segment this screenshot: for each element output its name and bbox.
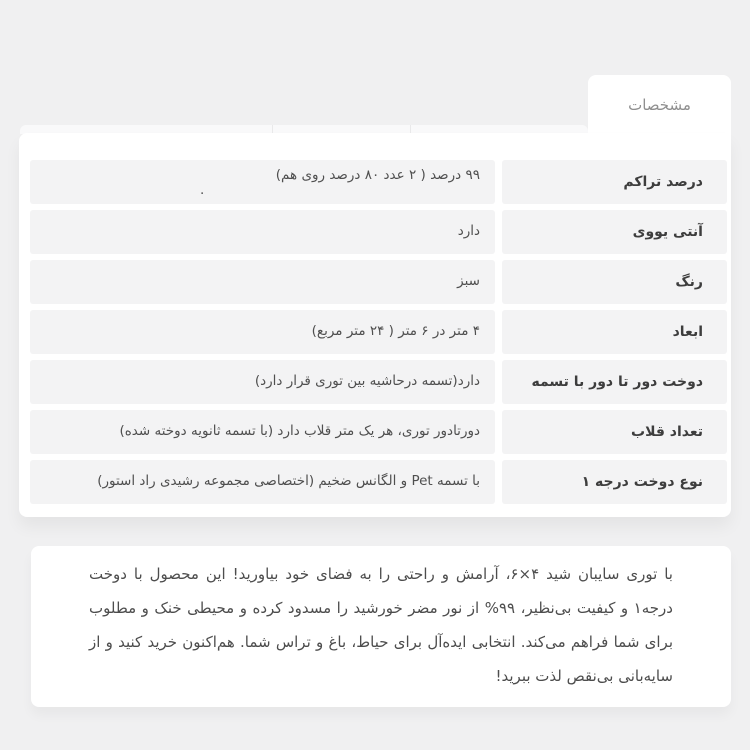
spec-value [30, 260, 495, 304]
spec-label: درصد تراکم [502, 160, 727, 204]
spec-value [30, 310, 495, 354]
spec-value [30, 360, 495, 404]
spec-value [30, 210, 495, 254]
spec-label: نوع دوخت درجه ۱ [502, 460, 727, 504]
tab-specifications-label: مشخصات [628, 95, 691, 114]
description-card [31, 546, 731, 707]
spec-value-text: ۹۹ درصد ( ۲ عدد ۸۰ درصد روی هم) [275, 166, 480, 183]
tab-specifications[interactable] [588, 75, 731, 134]
spec-value [30, 160, 495, 204]
spec-value [30, 410, 495, 454]
description-text: با توری سایبان شید ۴×۶، آرامش و راحتی را به فضای خود بیاورید! این محصول با دوخت درجه۱ و کیفیت بی‌نظیر، ۹۹% از نور مضر خورشید را مسدود کرده و محیطی خنک و مطلوب برای شما فراهم می‌کند. انتخابی ایده‌آل برای حیاط، باغ و تراس شما. هم‌اکنون خرید کنید و از سایه‌بانی بی‌نقص لذت ببرید! [89, 565, 673, 685]
spec-value-text: سبز [457, 273, 480, 290]
spec-label: رنگ [502, 260, 727, 304]
spec-value-text: دارد(تسمه درحاشیه بین توری قرار دارد) [254, 373, 480, 390]
spec-value-text: دورتادور توری، هر یک متر قلاب دارد (با تسمه ثانویه دوخته شده) [119, 423, 480, 440]
spec-value-text: ۴ متر در ۶ متر ( ۲۴ متر مربع) [311, 323, 480, 340]
spec-label: ابعاد [502, 310, 727, 354]
spec-value [30, 460, 495, 504]
spec-label: دوخت دور تا دور با تسمه [502, 360, 727, 404]
spec-value-extra: . [200, 182, 205, 199]
spec-table [19, 133, 731, 504]
spec-value-text: با تسمه Pet و الگانس ضخیم (اختصاصی مجموعه رشیدی راد استور) [97, 473, 480, 490]
spec-value-text: دارد [457, 223, 480, 240]
specifications-panel [19, 133, 731, 517]
spec-label: آنتی یووی [502, 210, 727, 254]
spec-label: تعداد قلاب [502, 410, 727, 454]
